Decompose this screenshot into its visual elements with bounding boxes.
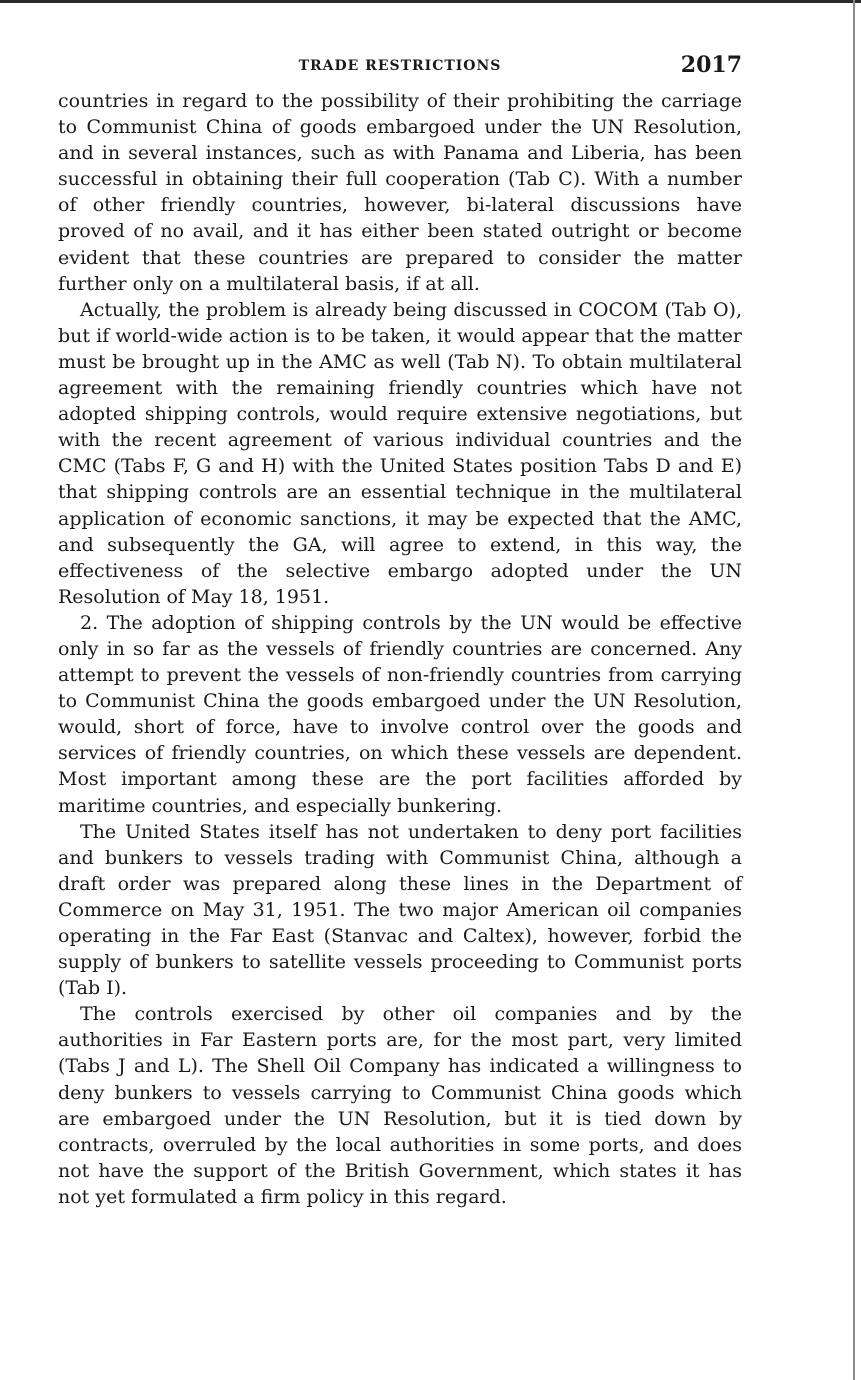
body-text (58, 88, 742, 1210)
paragraph-united-states: The United States itself has not undertaken to deny port facilities and bunkers to vessels trading with Communist China, although a draft order was prepared along these lines in the Department of Commerce on May 31, 1951. The two major American oil companies operating in the Far East (Stanvac and Caltex), however, forbid the supply of bunkers to satellite vessels proceeding to Communist ports (Tab I). (58, 820, 742, 1000)
running-title: TRADE RESTRICTIONS (298, 58, 502, 74)
top-edge-rule (0, 0, 861, 3)
paragraph-shipping-controls: 2. The adoption of shipping controls by the UN would be effective only in so far as the vessels of friendly countries are concerned. Any attempt to prevent the vessels of non-friendly countries from carrying to Communist China the goods embargoed under the UN Resolution, would, short of force, have to involve control over the goods and services of friendly countries, on which these vessels are dependent. Most important among these are the port facilities afforded by maritime countries, and especially bunkering. (58, 611, 742, 817)
document-page (58, 54, 742, 1210)
paragraph-oil-companies: The controls exercised by other oil companies and by the authorities in Far Eastern ports are, for the most part, very limited (Tabs J and L). The Shell Oil Company has indicated a willingness to deny bunkers to vessels carrying to Communist China goods which are embargoed under the UN Resolution, but it is tied down by contracts, overruled by the local authorities in some ports, and does not have the support of the British Government, which states it has not yet formulated a firm policy in this regard. (58, 1003, 742, 1208)
page-edge-shadow (853, 0, 855, 1380)
page-number: 2017 (680, 52, 742, 78)
paragraph-cocom: Actually, the problem is already being discussed in COCOM (Tab O), but if world-wide action is to be taken, it would appear that the matter must be brought up in the AMC as well (Tab N). To obtain multilateral agreement with the remaining friendly countries which have not adopted shipping controls, would require extensive negotiations, but with the recent agreement of various individual countries and the CMC (Tabs F, G and H) with the United States position Tabs D and E) that shipping controls are an essential technique in the multilateral application of economic sanctions, it may be expected that the AMC, and subsequently the GA, will agree to extend, in this way, the effectiveness of the selective embargo adopted under the UN Resolution of May 18, 1951. (58, 298, 742, 608)
paragraph-continued: countries in regard to the possibility of their prohibiting the carriage to Communist China of goods embargoed under the UN Resolution, and in several instances, such as with Panama and Liberia, has been successful in obtaining their full cooperation (Tab C). With a number of other friendly countries, however, bi-lateral discussions have proved of no avail, and it has either been stated outright or become evident that these countries are prepared to consider the matter further only on a multilateral basis, if at all. (58, 90, 742, 295)
running-head (58, 54, 742, 88)
